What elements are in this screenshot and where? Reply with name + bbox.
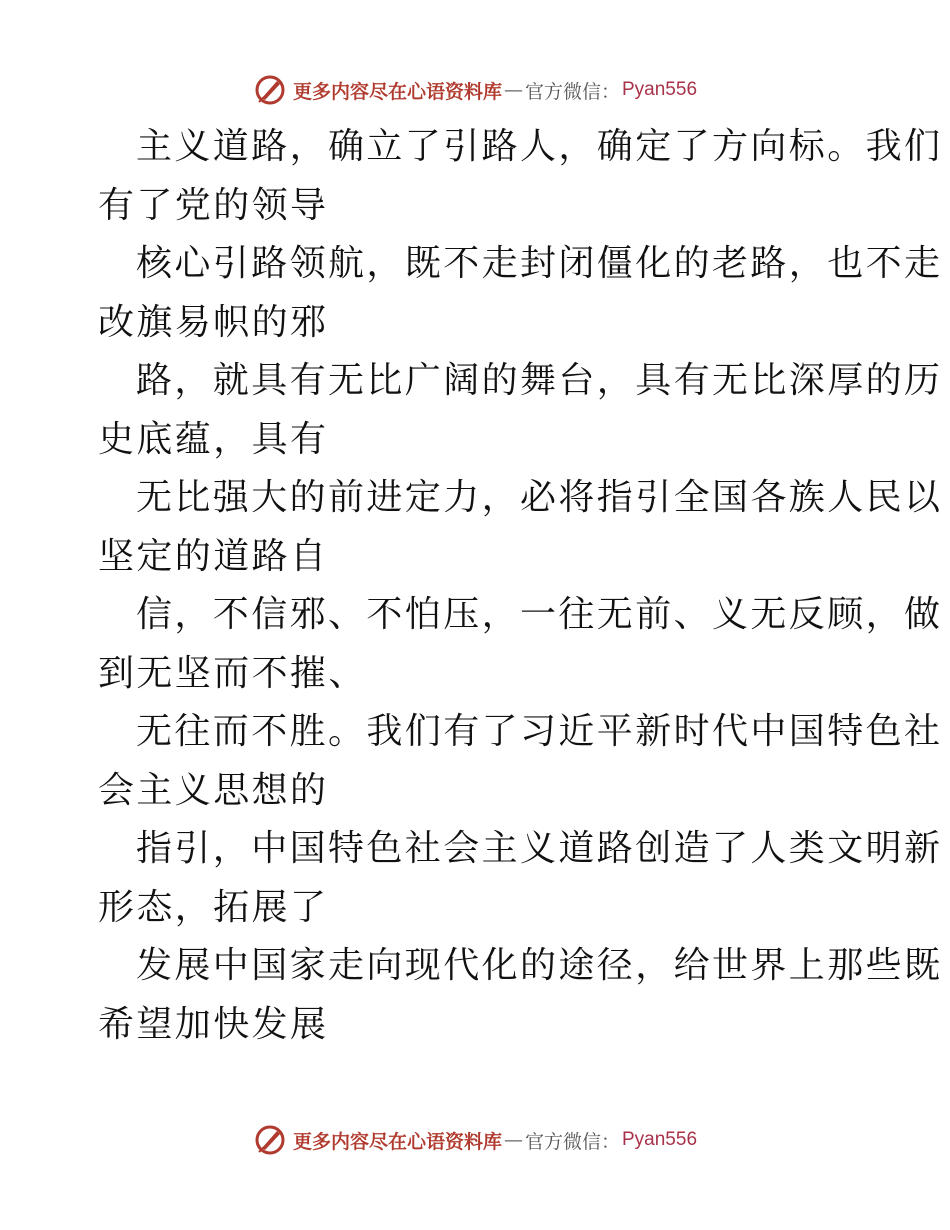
text-line: 无比强大的前进定力，必将指引全国各族人民以 (136, 477, 943, 518)
quill-logo-icon (253, 73, 287, 107)
text-line: 核心引路领航，既不走封闭僵化的老路，也不走 (136, 243, 943, 284)
quill-logo-icon (253, 1123, 287, 1157)
text-line: 史底蕴，具有 (98, 418, 329, 460)
text-line: 会主义思想的 (98, 769, 329, 811)
text-line: 有了党的领导 (98, 184, 329, 226)
text-line: 到无坚而不摧、 (98, 652, 367, 694)
text-line: 路，就具有无比广阔的舞台，具有无比深厚的历 (136, 360, 943, 401)
watermark-dash: — (503, 79, 523, 101)
text-line: 希望加快发展 (98, 1003, 329, 1045)
footer-watermark (0, 1120, 950, 1160)
watermark-wechat-label: 官方微信： (524, 1130, 620, 1153)
text-line: 改旗易帜的邪 (98, 301, 329, 343)
text-line: 形态，拓展了 (98, 886, 329, 928)
header-watermark (0, 70, 950, 110)
text-line: 指引，中国特色社会主义道路创造了人类文明新 (136, 828, 943, 869)
watermark-wechat-id: Pyan556 (622, 79, 698, 100)
text-line: 信，不信邪、不怕压，一往无前、义无反顾，做 (136, 594, 943, 635)
text-line: 主义道路，确立了引路人，确定了方向标。我们 (136, 126, 943, 167)
watermark-title: 更多内容尽在心语资料库 (292, 1130, 502, 1153)
watermark-wechat-label: 官方微信： (524, 80, 620, 103)
watermark-wechat-id: Pyan556 (622, 1129, 698, 1150)
text-line: 无往而不胜。我们有了习近平新时代中国特色社 (136, 711, 943, 752)
document-body (98, 118, 943, 1054)
text-line: 坚定的道路自 (98, 535, 329, 577)
watermark-dash: — (503, 1129, 523, 1151)
text-line: 发展中国家走向现代化的途径，给世界上那些既 (136, 945, 943, 986)
watermark-title: 更多内容尽在心语资料库 (292, 80, 502, 103)
